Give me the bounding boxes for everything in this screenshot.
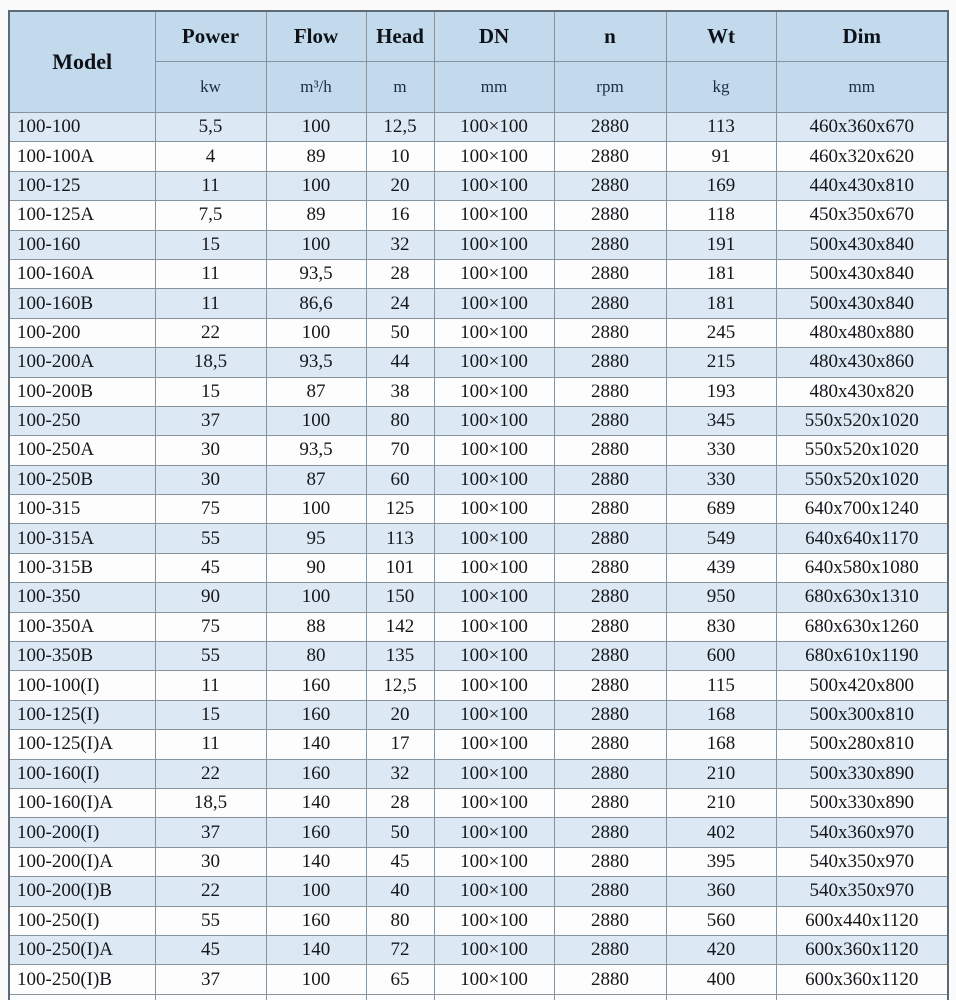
cell-power: 37 [155, 406, 266, 435]
cell-wt: 210 [666, 788, 776, 817]
cell-model: 100-250 [9, 406, 155, 435]
cell-model: 100-160A [9, 259, 155, 288]
table-row [9, 259, 948, 288]
cell-head: 24 [366, 289, 434, 318]
cell-wt: 91 [666, 142, 776, 171]
cell-dn: 100×100 [434, 465, 554, 494]
cell-head: 12,5 [366, 113, 434, 142]
cell-wt: 360 [666, 877, 776, 906]
cell-wt: 115 [666, 671, 776, 700]
cell-flow: 95 [266, 524, 366, 553]
cell-flow: 160 [266, 700, 366, 729]
cell-head: 38 [366, 377, 434, 406]
cell-dn: 100×100 [434, 230, 554, 259]
cell-wt: 439 [666, 553, 776, 582]
header-row-titles [9, 11, 948, 62]
table-row [9, 730, 948, 759]
table-header [9, 11, 948, 113]
cell-dim: 680x630x1310 [776, 583, 948, 612]
table-row [9, 465, 948, 494]
cell-head: 10 [366, 142, 434, 171]
cell-head: 45 [366, 847, 434, 876]
cell-n: 2880 [554, 377, 666, 406]
cell-flow: 140 [266, 788, 366, 817]
cell-power: 55 [155, 524, 266, 553]
cell-model: 100-160 [9, 230, 155, 259]
clipped-row [9, 994, 948, 1000]
column-header-dim: Dim [776, 11, 948, 62]
unit-dim: mm [776, 62, 948, 113]
cell-dn: 100×100 [434, 612, 554, 641]
table-row [9, 965, 948, 994]
cell-flow: 100 [266, 171, 366, 200]
cell-model: 100-100(I) [9, 671, 155, 700]
cell-wt: 168 [666, 730, 776, 759]
cell-wt: 113 [666, 113, 776, 142]
cell-wt: 950 [666, 583, 776, 612]
table-row [9, 612, 948, 641]
table-row [9, 700, 948, 729]
cell-dim: 640x700x1240 [776, 495, 948, 524]
cell-flow: 160 [266, 906, 366, 935]
table-row [9, 671, 948, 700]
cell-n: 2880 [554, 495, 666, 524]
unit-flow: m³/h [266, 62, 366, 113]
cell-dn: 100×100 [434, 935, 554, 964]
cell-dn: 100×100 [434, 171, 554, 200]
cell-power: 55 [155, 906, 266, 935]
cell-flow: 140 [266, 935, 366, 964]
cell-dim: 440x430x810 [776, 171, 948, 200]
cell-model: 100-160(I)A [9, 788, 155, 817]
cell-dn: 100×100 [434, 847, 554, 876]
table-row [9, 524, 948, 553]
cell-wt [666, 994, 776, 1000]
cell-flow: 89 [266, 142, 366, 171]
table-row [9, 906, 948, 935]
cell-flow: 80 [266, 642, 366, 671]
cell-head: 65 [366, 965, 434, 994]
cell-dim: 500x330x890 [776, 788, 948, 817]
cell-head: 17 [366, 730, 434, 759]
cell-wt: 549 [666, 524, 776, 553]
cell-flow: 90 [266, 553, 366, 582]
cell-flow: 140 [266, 730, 366, 759]
cell-head: 28 [366, 259, 434, 288]
cell-n: 2880 [554, 230, 666, 259]
cell-n: 2880 [554, 318, 666, 347]
cell-power: 15 [155, 377, 266, 406]
cell-flow: 140 [266, 847, 366, 876]
cell-n: 2880 [554, 671, 666, 700]
cell-wt: 168 [666, 700, 776, 729]
cell-model: 100-200 [9, 318, 155, 347]
table-partial-row [9, 994, 948, 1000]
cell-head: 80 [366, 906, 434, 935]
cell-wt: 830 [666, 612, 776, 641]
cell-head: 32 [366, 230, 434, 259]
cell-model: 100-250B [9, 465, 155, 494]
table-row [9, 495, 948, 524]
cell-head: 142 [366, 612, 434, 641]
cell-dim: 540x360x970 [776, 818, 948, 847]
table-row [9, 230, 948, 259]
column-header-flow: Flow [266, 11, 366, 62]
table-row [9, 201, 948, 230]
cell-model: 100-200B [9, 377, 155, 406]
cell-head: 40 [366, 877, 434, 906]
cell-power: 7,5 [155, 201, 266, 230]
column-header-power: Power [155, 11, 266, 62]
cell-power: 90 [155, 583, 266, 612]
cell-dn: 100×100 [434, 906, 554, 935]
cell-dn: 100×100 [434, 524, 554, 553]
cell-model: 100-160B [9, 289, 155, 318]
table-row [9, 877, 948, 906]
cell-head: 16 [366, 201, 434, 230]
cell-dim: 480x480x880 [776, 318, 948, 347]
cell-dn: 100×100 [434, 583, 554, 612]
cell-power: 55 [155, 642, 266, 671]
cell-dn: 100×100 [434, 348, 554, 377]
cell-dn: 100×100 [434, 877, 554, 906]
cell-flow: 100 [266, 406, 366, 435]
cell-head: 101 [366, 553, 434, 582]
column-header-head: Head [366, 11, 434, 62]
unit-n: rpm [554, 62, 666, 113]
table-row [9, 171, 948, 200]
table-row [9, 142, 948, 171]
cell-dim: 540x350x970 [776, 877, 948, 906]
cell-model: 100-160(I) [9, 759, 155, 788]
cell-flow: 93,5 [266, 259, 366, 288]
cell-dn: 100×100 [434, 406, 554, 435]
cell-power: 75 [155, 495, 266, 524]
cell-n: 2880 [554, 436, 666, 465]
cell-power: 22 [155, 318, 266, 347]
cell-dn: 100×100 [434, 553, 554, 582]
cell-dim: 450x350x670 [776, 201, 948, 230]
cell-dn: 100×100 [434, 700, 554, 729]
table-row [9, 377, 948, 406]
cell-dim: 480x430x860 [776, 348, 948, 377]
cell-power: 30 [155, 847, 266, 876]
cell-n: 2880 [554, 965, 666, 994]
cell-dim: 460x320x620 [776, 142, 948, 171]
cell-dim: 500x300x810 [776, 700, 948, 729]
cell-power: 4 [155, 142, 266, 171]
cell-dn: 100×100 [434, 377, 554, 406]
cell-head: 125 [366, 495, 434, 524]
cell-n: 2880 [554, 142, 666, 171]
cell-n: 2880 [554, 818, 666, 847]
cell-dim: 500x420x800 [776, 671, 948, 700]
table-row [9, 348, 948, 377]
table-row [9, 289, 948, 318]
cell-wt: 560 [666, 906, 776, 935]
column-header-n: n [554, 11, 666, 62]
cell-power: 37 [155, 818, 266, 847]
cell-power [155, 994, 266, 1000]
cell-model: 100-250(I)A [9, 935, 155, 964]
cell-power: 22 [155, 877, 266, 906]
cell-dn: 100×100 [434, 818, 554, 847]
cell-wt: 395 [666, 847, 776, 876]
cell-flow: 87 [266, 465, 366, 494]
unit-dn: mm [434, 62, 554, 113]
cell-power: 30 [155, 436, 266, 465]
cell-n: 2880 [554, 113, 666, 142]
cell-power: 22 [155, 759, 266, 788]
cell-model: 100-200(I) [9, 818, 155, 847]
cell-flow: 160 [266, 759, 366, 788]
table-row [9, 788, 948, 817]
cell-flow: 87 [266, 377, 366, 406]
cell-wt: 181 [666, 289, 776, 318]
cell-n: 2880 [554, 906, 666, 935]
cell-dn: 100×100 [434, 642, 554, 671]
cell-dn [434, 994, 554, 1000]
cell-dim: 550x520x1020 [776, 436, 948, 465]
cell-n: 2880 [554, 877, 666, 906]
cell-model [9, 994, 155, 1000]
cell-flow: 100 [266, 965, 366, 994]
cell-head: 50 [366, 818, 434, 847]
cell-model: 100-200(I)B [9, 877, 155, 906]
cell-model: 100-350 [9, 583, 155, 612]
cell-dim: 680x610x1190 [776, 642, 948, 671]
table-row [9, 318, 948, 347]
cell-dn: 100×100 [434, 495, 554, 524]
cell-dn: 100×100 [434, 201, 554, 230]
unit-power: kw [155, 62, 266, 113]
cell-dim: 550x520x1020 [776, 465, 948, 494]
cell-wt: 245 [666, 318, 776, 347]
cell-n: 2880 [554, 583, 666, 612]
cell-n: 2880 [554, 289, 666, 318]
cell-power: 18,5 [155, 348, 266, 377]
cell-power: 45 [155, 935, 266, 964]
cell-dn: 100×100 [434, 759, 554, 788]
column-header-wt: Wt [666, 11, 776, 62]
cell-wt: 193 [666, 377, 776, 406]
cell-dim: 500x430x840 [776, 289, 948, 318]
cell-flow: 100 [266, 113, 366, 142]
cell-dim: 500x330x890 [776, 759, 948, 788]
cell-wt: 181 [666, 259, 776, 288]
cell-dn: 100×100 [434, 436, 554, 465]
cell-model: 100-250(I)B [9, 965, 155, 994]
cell-model: 100-250A [9, 436, 155, 465]
table-row [9, 406, 948, 435]
cell-dim: 600x360x1120 [776, 935, 948, 964]
table-row [9, 553, 948, 582]
cell-flow: 88 [266, 612, 366, 641]
cell-wt: 118 [666, 201, 776, 230]
cell-model: 100-200A [9, 348, 155, 377]
cell-dim: 600x440x1120 [776, 906, 948, 935]
cell-dn: 100×100 [434, 289, 554, 318]
cell-dim: 550x520x1020 [776, 406, 948, 435]
cell-dim: 500x430x840 [776, 230, 948, 259]
cell-power: 11 [155, 289, 266, 318]
cell-flow: 100 [266, 318, 366, 347]
table-body [9, 113, 948, 995]
column-header-dn: DN [434, 11, 554, 62]
cell-dim [776, 994, 948, 1000]
cell-flow: 93,5 [266, 348, 366, 377]
pump-spec-table [8, 10, 949, 1000]
cell-n: 2880 [554, 788, 666, 817]
cell-head: 72 [366, 935, 434, 964]
cell-head: 135 [366, 642, 434, 671]
cell-flow [266, 994, 366, 1000]
cell-dim: 640x640x1170 [776, 524, 948, 553]
cell-power: 37 [155, 965, 266, 994]
cell-n: 2880 [554, 642, 666, 671]
cell-dn: 100×100 [434, 318, 554, 347]
cell-dim: 540x350x970 [776, 847, 948, 876]
unit-wt: kg [666, 62, 776, 113]
cell-power: 11 [155, 259, 266, 288]
cell-n: 2880 [554, 612, 666, 641]
cell-model: 100-350B [9, 642, 155, 671]
cell-dn: 100×100 [434, 965, 554, 994]
cell-dn: 100×100 [434, 259, 554, 288]
cell-model: 100-200(I)A [9, 847, 155, 876]
cell-flow: 160 [266, 671, 366, 700]
cell-model: 100-315A [9, 524, 155, 553]
cell-n: 2880 [554, 465, 666, 494]
cell-model: 100-125 [9, 171, 155, 200]
table-row [9, 642, 948, 671]
cell-n: 2880 [554, 553, 666, 582]
cell-model: 100-100 [9, 113, 155, 142]
table-row [9, 113, 948, 142]
cell-flow: 100 [266, 583, 366, 612]
cell-power: 15 [155, 700, 266, 729]
cell-head: 44 [366, 348, 434, 377]
cell-model: 100-315 [9, 495, 155, 524]
cell-wt: 402 [666, 818, 776, 847]
cell-wt: 210 [666, 759, 776, 788]
cell-head: 28 [366, 788, 434, 817]
cell-wt: 420 [666, 935, 776, 964]
cell-wt: 689 [666, 495, 776, 524]
cell-wt: 215 [666, 348, 776, 377]
cell-head: 60 [366, 465, 434, 494]
cell-n: 2880 [554, 406, 666, 435]
cell-n: 2880 [554, 348, 666, 377]
cell-wt: 169 [666, 171, 776, 200]
cell-head [366, 994, 434, 1000]
cell-n: 2880 [554, 935, 666, 964]
cell-model: 100-100A [9, 142, 155, 171]
cell-power: 75 [155, 612, 266, 641]
cell-head: 20 [366, 171, 434, 200]
cell-head: 150 [366, 583, 434, 612]
cell-dim: 500x430x840 [776, 259, 948, 288]
cell-n: 2880 [554, 524, 666, 553]
cell-model: 100-350A [9, 612, 155, 641]
cell-dim: 600x360x1120 [776, 965, 948, 994]
cell-head: 113 [366, 524, 434, 553]
cell-power: 45 [155, 553, 266, 582]
cell-n: 2880 [554, 201, 666, 230]
table-row [9, 436, 948, 465]
table-row [9, 847, 948, 876]
cell-dn: 100×100 [434, 671, 554, 700]
cell-dim: 640x580x1080 [776, 553, 948, 582]
cell-head: 70 [366, 436, 434, 465]
cell-power: 11 [155, 671, 266, 700]
cell-n [554, 994, 666, 1000]
cell-wt: 330 [666, 436, 776, 465]
cell-model: 100-250(I) [9, 906, 155, 935]
cell-power: 30 [155, 465, 266, 494]
cell-n: 2880 [554, 700, 666, 729]
cell-wt: 400 [666, 965, 776, 994]
cell-n: 2880 [554, 259, 666, 288]
cell-dim: 460x360x670 [776, 113, 948, 142]
cell-power: 18,5 [155, 788, 266, 817]
cell-flow: 100 [266, 877, 366, 906]
cell-power: 15 [155, 230, 266, 259]
cell-head: 12,5 [366, 671, 434, 700]
column-header-model: Model [9, 11, 155, 113]
cell-flow: 89 [266, 201, 366, 230]
cell-dn: 100×100 [434, 730, 554, 759]
table-row [9, 759, 948, 788]
cell-dim: 680x630x1260 [776, 612, 948, 641]
cell-flow: 160 [266, 818, 366, 847]
cell-wt: 600 [666, 642, 776, 671]
table-row [9, 583, 948, 612]
cell-dim: 500x280x810 [776, 730, 948, 759]
cell-head: 32 [366, 759, 434, 788]
cell-head: 80 [366, 406, 434, 435]
cell-flow: 100 [266, 230, 366, 259]
cell-wt: 330 [666, 465, 776, 494]
table-row [9, 935, 948, 964]
cell-n: 2880 [554, 759, 666, 788]
cell-n: 2880 [554, 730, 666, 759]
cell-n: 2880 [554, 171, 666, 200]
table-row [9, 818, 948, 847]
cell-power: 5,5 [155, 113, 266, 142]
cell-flow: 100 [266, 495, 366, 524]
cell-n: 2880 [554, 847, 666, 876]
cell-wt: 345 [666, 406, 776, 435]
cell-model: 100-315B [9, 553, 155, 582]
cell-wt: 191 [666, 230, 776, 259]
cell-model: 100-125A [9, 201, 155, 230]
cell-power: 11 [155, 730, 266, 759]
cell-model: 100-125(I) [9, 700, 155, 729]
unit-head: m [366, 62, 434, 113]
cell-dn: 100×100 [434, 788, 554, 817]
cell-dim: 480x430x820 [776, 377, 948, 406]
cell-flow: 86,6 [266, 289, 366, 318]
cell-head: 20 [366, 700, 434, 729]
cell-model: 100-125(I)A [9, 730, 155, 759]
cell-flow: 93,5 [266, 436, 366, 465]
cell-head: 50 [366, 318, 434, 347]
cell-dn: 100×100 [434, 113, 554, 142]
cell-dn: 100×100 [434, 142, 554, 171]
cell-power: 11 [155, 171, 266, 200]
